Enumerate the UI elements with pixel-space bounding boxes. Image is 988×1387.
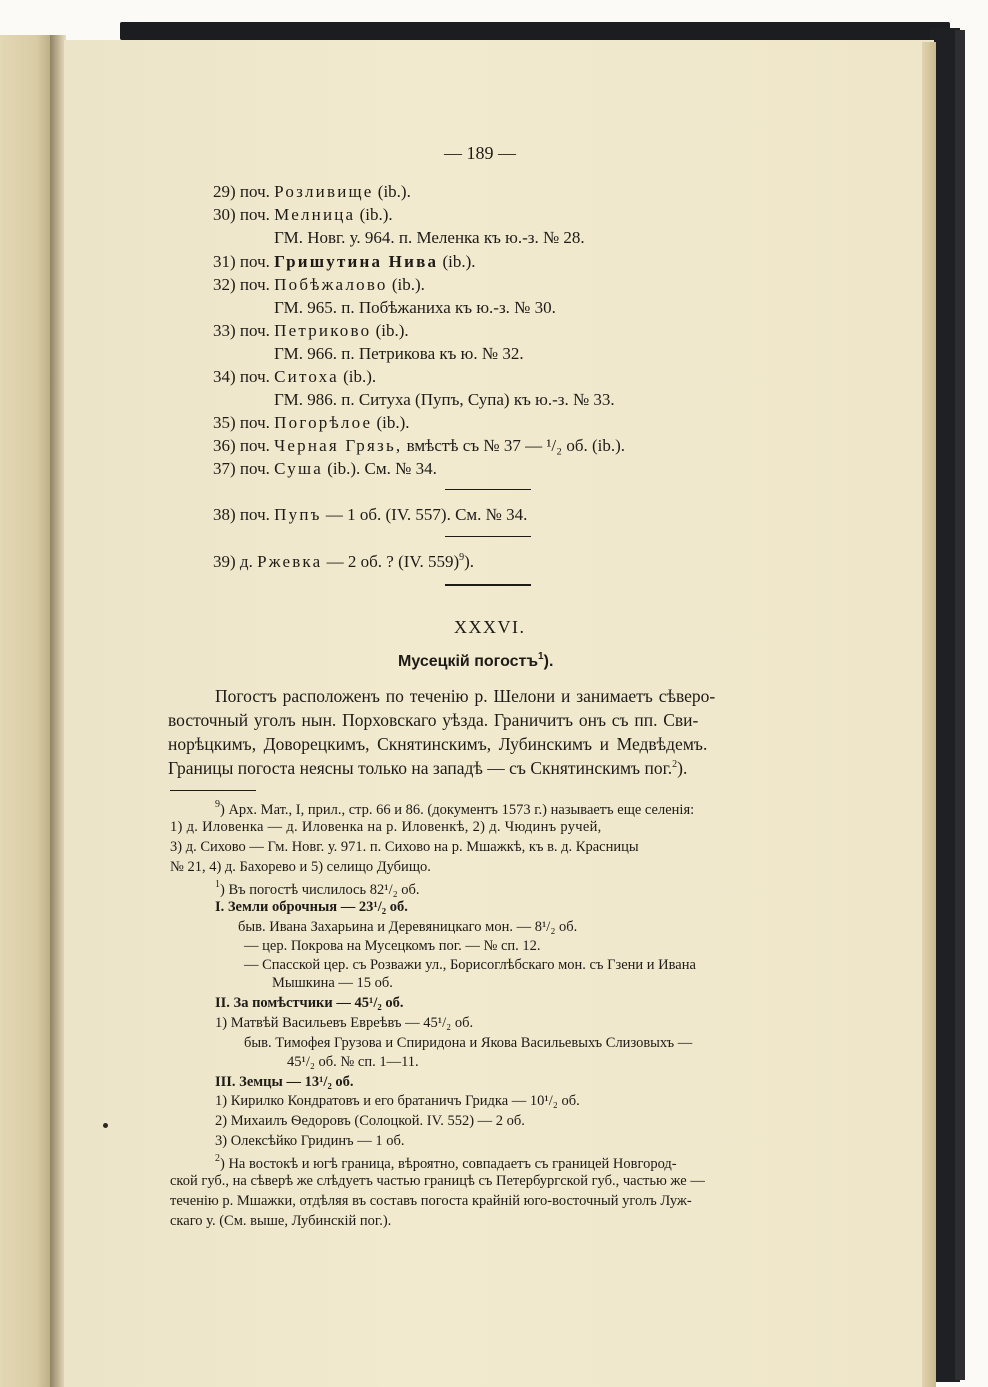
book-cover-top [120, 22, 950, 40]
footnote-1-group-3-line-1: 1) Кирилко Кондратовъ и его братаничъ Гридка — 10¹/₂ об. [215, 1093, 580, 1109]
entry-name: Погорѣлое [274, 413, 373, 432]
footnote-marker: 2 [215, 1153, 220, 1164]
entry-number: 31) [213, 252, 236, 271]
footnote-1-group-2-heading: II. За помѣстчики — 45¹/₂ об. [215, 995, 404, 1011]
entry-31 [213, 253, 475, 270]
footnote-ref: 2 [672, 759, 678, 770]
footnote-1-group-2-line-3: 45¹/₂ об. № сп. 1—11. [287, 1054, 419, 1070]
entry-30 [213, 206, 393, 223]
entry-rest: (ib.). [338, 367, 377, 386]
entry-30-note: ГМ. Новг. у. 964. п. Меленка къ ю.-з. № 28. [274, 228, 585, 247]
entry-name: Розливище [274, 182, 374, 201]
entry-33-note: ГМ. 966. п. Петрикова къ ю. № 32. [274, 344, 524, 363]
page-edge-shadow [922, 42, 936, 1387]
entry-name: Гришутина Нива [274, 252, 439, 271]
entry-33 [213, 322, 409, 339]
entry-kind: поч. [239, 459, 270, 478]
book-cover-edge [955, 30, 965, 1380]
entry-rest: (ib.). См. № 34. [323, 459, 437, 478]
entry-name: Петриково [274, 321, 372, 340]
body-line-text: Границы погоста неясны только на западѣ — съ Скнятинскимъ пог. [168, 758, 673, 778]
section-number: XXXVI. [454, 617, 526, 637]
footnote-ref: 9 [459, 552, 465, 563]
entry-rest: (ib.). [371, 321, 409, 340]
entry-divider [445, 489, 531, 490]
footnote-1-group-1-line-2: — цер. Покрова на Мусецкомъ пог. — № сп. 12. [244, 938, 541, 954]
entry-kind: поч. [239, 505, 270, 524]
entry-36 [213, 437, 625, 454]
entry-number: 35) [213, 413, 236, 432]
entry-kind: поч. [239, 367, 270, 386]
entry-name: Ржевка [257, 552, 323, 571]
footnote-marker: 1 [215, 879, 220, 890]
entry-kind: д. [239, 552, 253, 571]
entry-rest: (ib.). [372, 413, 410, 432]
footnote-1-intro [215, 880, 420, 898]
entry-34-note: ГМ. 986. п. Ситуха (Пупъ, Супа) къ ю.-з. № 33. [274, 390, 615, 409]
footnote-1-group-1-line-4: Мышкина — 15 об. [272, 975, 393, 991]
footnote-2-line-1 [215, 1154, 677, 1172]
footnote-1-group-3-line-3: 3) Олексѣйко Гридинъ — 1 об. [215, 1133, 405, 1149]
entry-number: 33) [213, 321, 236, 340]
entry-number: 36) [213, 436, 236, 455]
footnote-text: ) Арх. Мат., I, прил., стр. 66 и 86. (документъ 1573 г.) называетъ еще селенія: [220, 802, 695, 818]
footnote-2-line-2: ской губ., на сѣверѣ же слѣдуетъ частью границѣ съ Петербургской губ., частью же — [170, 1173, 705, 1189]
body-line-2: восточный уголъ нын. Порховскаго уѣзда. Граничитъ онъ съ пп. Сви- [168, 710, 699, 730]
entry-name: Побѣжалово [274, 275, 388, 294]
footnote-9-line-4: № 21, 4) д. Бахорево и 5) селищо Дубищо. [170, 859, 431, 875]
entry-tail: ). [464, 552, 475, 571]
footnote-1-group-1-heading: I. Земли оброчныя — 23¹/₂ об. [215, 899, 408, 915]
entry-number: 30) [213, 205, 236, 224]
section-title [398, 652, 553, 670]
entry-rest: вмѣстѣ съ № 37 — ¹/₂ об. (ib.). [402, 436, 626, 455]
entry-rest: (ib.). [438, 252, 476, 271]
entry-name: Мелница [274, 205, 356, 224]
entry-38 [213, 506, 527, 523]
body-line-1: Погостъ расположенъ по теченію р. Шелони и занимаетъ сѣверо- [215, 686, 716, 706]
footnote-1-group-3-heading: III. Земцы — 13¹/₂ об. [215, 1074, 354, 1090]
entry-rest: — 1 об. (IV. 557). См. № 34. [321, 505, 528, 524]
section-title-text: Мусецкій погостъ [398, 653, 539, 670]
section-divider [445, 584, 531, 586]
entry-number: 29) [213, 182, 236, 201]
footnote-2-line-3: теченію р. Мшажки, отдѣляя въ составъ погоста крайній юго-восточный уголъ Луж- [170, 1193, 692, 1209]
body-line-tail: ). [677, 758, 688, 778]
entry-kind: поч. [239, 182, 270, 201]
entry-name: Суша [274, 459, 323, 478]
entry-number: 39) [213, 552, 236, 571]
entry-rest: (ib.). [355, 205, 393, 224]
footnote-text: ) Въ погостѣ числилось 82¹/₂ об. [220, 882, 420, 898]
entry-number: 32) [213, 275, 236, 294]
entry-name: Пупъ [274, 505, 322, 524]
body-line-4 [168, 760, 687, 778]
footnote-1-group-1-line-3: — Спасской цер. съ Розважи ул., Борисоглѣбскаго мон. съ Гзени и Ивана [244, 957, 696, 973]
entry-number: 38) [213, 505, 236, 524]
entry-rest: (ib.). [373, 182, 411, 201]
footnote-9-line-2: 1) д. Иловенка — д. Иловенка на р. Иловенкѣ, 2) д. Чюдинъ ручей, [170, 819, 602, 835]
section-title-tail: ). [543, 653, 554, 670]
footnote-separator [170, 790, 256, 791]
entry-kind: поч. [239, 205, 270, 224]
entry-name: Ситоха [274, 367, 339, 386]
footnote-1-group-2-line-1: 1) Матвѣй Васильевъ Евреѣвъ — 45¹/₂ об. [215, 1015, 474, 1031]
entry-name: Черная Грязь, [274, 436, 403, 455]
footnote-ref: 1 [538, 651, 544, 662]
entry-kind: поч. [239, 275, 270, 294]
entry-39 [213, 553, 474, 570]
footnote-1-group-1-line-1: быв. Ивана Захарьина и Деревяницкаго мон. — 8¹/₂ об. [238, 919, 578, 935]
footnote-9-line-1 [215, 800, 694, 818]
entry-35 [213, 414, 410, 431]
entry-number: 37) [213, 459, 236, 478]
footnote-2-line-4: скаго у. (См. выше, Лубинскій пог.). [170, 1213, 392, 1229]
entry-divider [445, 536, 531, 537]
footnote-marker: 9 [215, 799, 220, 810]
body-line-3: норѣцкимъ, Доворецкимъ, Скнятинскимъ, Лубинскимъ и Медвѣдемъ. [168, 734, 708, 754]
footnote-1-group-2-line-2: быв. Тимофея Грузова и Спиридона и Якова Васильевыхъ Слизовыхъ — [244, 1035, 693, 1051]
entry-number: 34) [213, 367, 236, 386]
ink-speck [103, 1123, 108, 1128]
footnote-1-group-3-line-2: 2) Михаилъ Ѳедоровъ (Солоцкой. IV. 552) — 2 об. [215, 1113, 525, 1129]
entry-kind: поч. [239, 436, 270, 455]
entry-32-note: ГМ. 965. п. Побѣжаниха къ ю.-з. № 30. [274, 298, 556, 317]
entry-rest: — 2 об. ? (IV. 559) [322, 552, 460, 571]
entry-37 [213, 460, 437, 477]
entry-kind: поч. [239, 321, 270, 340]
entry-34 [213, 368, 376, 385]
entry-32 [213, 276, 425, 293]
footnote-text: ) На востокѣ и югѣ граница, вѣроятно, совпадаетъ съ границей Новгород- [220, 1156, 677, 1172]
left-page-edge [0, 35, 52, 1387]
page-number: — 189 — [444, 143, 516, 163]
entry-kind: поч. [239, 413, 270, 432]
entry-kind: поч. [239, 252, 270, 271]
entry-rest: (ib.). [387, 275, 425, 294]
footnote-9-line-3: 3) д. Сихово — Гм. Новг. у. 971. п. Сихово на р. Мшажкѣ, къ в. д. Красницы [170, 839, 639, 855]
entry-29 [213, 183, 411, 200]
